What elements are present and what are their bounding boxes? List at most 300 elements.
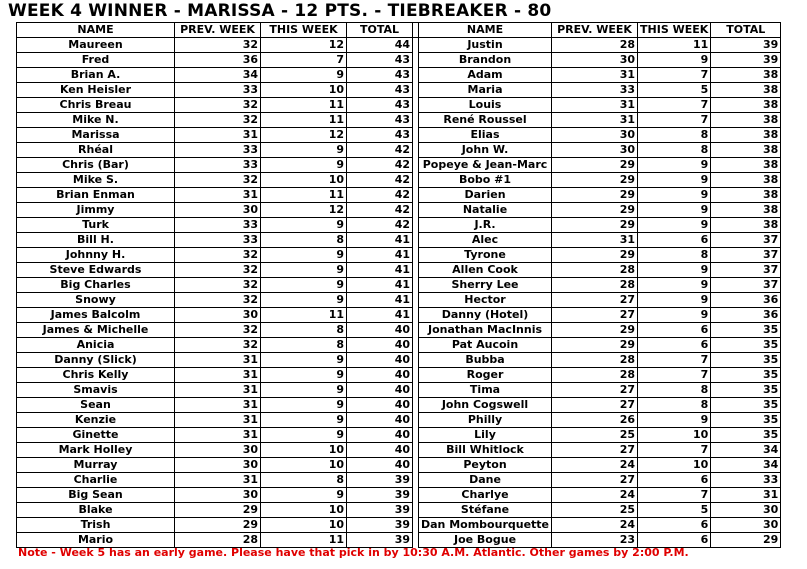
right-name-cell: Popeye & Jean-Marc — [419, 158, 552, 173]
left-total-cell: 42 — [347, 203, 413, 218]
left-this-cell: 10 — [261, 518, 347, 533]
right-name-cell: J.R. — [419, 218, 552, 233]
table-row — [17, 473, 781, 488]
right-total-cell: 34 — [711, 443, 781, 458]
right-total-cell: 35 — [711, 413, 781, 428]
right-name-cell: Louis — [419, 98, 552, 113]
right-prev-cell: 31 — [552, 68, 638, 83]
left-this-cell: 9 — [261, 278, 347, 293]
right-name-cell: John Cogswell — [419, 398, 552, 413]
right-total-cell: 38 — [711, 68, 781, 83]
left-name-cell: Marissa — [17, 128, 175, 143]
right-name-cell: Bubba — [419, 353, 552, 368]
left-total-cell: 40 — [347, 368, 413, 383]
left-total-cell: 43 — [347, 128, 413, 143]
left-name-cell: Brian A. — [17, 68, 175, 83]
right-this-cell: 7 — [638, 68, 711, 83]
right-this-cell: 9 — [638, 218, 711, 233]
left-this-cell: 11 — [261, 98, 347, 113]
right-prev-cell: 29 — [552, 323, 638, 338]
left-name-cell: Chris (Bar) — [17, 158, 175, 173]
left-prev-cell: 28 — [175, 533, 261, 548]
left-total-cell: 39 — [347, 533, 413, 548]
right-name-cell: Roger — [419, 368, 552, 383]
left-name-cell: Danny (Slick) — [17, 353, 175, 368]
right-total-cell: 38 — [711, 113, 781, 128]
left-prev-cell: 29 — [175, 518, 261, 533]
right-prev-cell: 30 — [552, 143, 638, 158]
left-name-cell: Chris Kelly — [17, 368, 175, 383]
right-name-cell: Adam — [419, 68, 552, 83]
right-prev-cell: 31 — [552, 113, 638, 128]
right-this-cell: 5 — [638, 83, 711, 98]
left-name-cell: Kenzie — [17, 413, 175, 428]
right-this-cell: 6 — [638, 233, 711, 248]
left-prev-cell: 31 — [175, 428, 261, 443]
right-total-cell: 30 — [711, 503, 781, 518]
table-row — [17, 368, 781, 383]
left-total-cell: 41 — [347, 233, 413, 248]
left-total-cell: 41 — [347, 278, 413, 293]
left-name-cell: Ginette — [17, 428, 175, 443]
left-this-cell: 9 — [261, 248, 347, 263]
left-prev-cell: 30 — [175, 488, 261, 503]
right-total-cell: 39 — [711, 38, 781, 53]
right-this-cell: 7 — [638, 353, 711, 368]
right-name-cell: Sherry Lee — [419, 278, 552, 293]
right-name-cell: Elias — [419, 128, 552, 143]
right-this-cell: 8 — [638, 143, 711, 158]
left-total-cell: 40 — [347, 323, 413, 338]
left-prev-cell: 31 — [175, 473, 261, 488]
left-name-cell: Trish — [17, 518, 175, 533]
right-prev-cell: 27 — [552, 473, 638, 488]
right-prev-cell: 29 — [552, 188, 638, 203]
right-name-cell: Pat Aucoin — [419, 338, 552, 353]
right-prev-cell: 29 — [552, 158, 638, 173]
right-name-cell: Allen Cook — [419, 263, 552, 278]
right-total-cell: 38 — [711, 173, 781, 188]
header-this-week-left: THIS WEEK — [261, 23, 347, 38]
left-total-cell: 42 — [347, 158, 413, 173]
left-this-cell: 9 — [261, 158, 347, 173]
right-this-cell: 9 — [638, 263, 711, 278]
left-total-cell: 42 — [347, 218, 413, 233]
right-this-cell: 7 — [638, 113, 711, 128]
right-name-cell: Alec — [419, 233, 552, 248]
right-this-cell: 7 — [638, 488, 711, 503]
table-row — [17, 428, 781, 443]
table-row — [17, 338, 781, 353]
table-row — [17, 68, 781, 83]
right-name-cell: Bill Whitlock — [419, 443, 552, 458]
left-name-cell: Sean — [17, 398, 175, 413]
table-row — [17, 53, 781, 68]
left-this-cell: 9 — [261, 488, 347, 503]
left-this-cell: 10 — [261, 83, 347, 98]
left-this-cell: 7 — [261, 53, 347, 68]
left-total-cell: 41 — [347, 263, 413, 278]
table-row — [17, 518, 781, 533]
header-prev-week-right: PREV. WEEK — [552, 23, 638, 38]
right-this-cell: 6 — [638, 518, 711, 533]
table-row — [17, 218, 781, 233]
left-name-cell: Maureen — [17, 38, 175, 53]
left-total-cell: 43 — [347, 98, 413, 113]
right-prev-cell: 27 — [552, 398, 638, 413]
note-text: Note - Week 5 has an early game. Please have that pick in by 10:30 A.M. Atlantic. Other games by 2:00 P.M. — [18, 546, 689, 559]
table-row — [17, 308, 781, 323]
right-this-cell: 6 — [638, 473, 711, 488]
left-prev-cell: 30 — [175, 458, 261, 473]
right-name-cell: Natalie — [419, 203, 552, 218]
right-prev-cell: 27 — [552, 443, 638, 458]
left-this-cell: 9 — [261, 428, 347, 443]
table-row — [17, 353, 781, 368]
left-total-cell: 40 — [347, 338, 413, 353]
left-prev-cell: 32 — [175, 293, 261, 308]
right-prev-cell: 27 — [552, 293, 638, 308]
left-name-cell: Anicia — [17, 338, 175, 353]
right-name-cell: Danny (Hotel) — [419, 308, 552, 323]
left-prev-cell: 33 — [175, 233, 261, 248]
left-this-cell: 12 — [261, 203, 347, 218]
left-this-cell: 9 — [261, 353, 347, 368]
left-total-cell: 40 — [347, 443, 413, 458]
right-name-cell: Hector — [419, 293, 552, 308]
right-total-cell: 38 — [711, 203, 781, 218]
left-name-cell: Mike S. — [17, 173, 175, 188]
table-row — [17, 158, 781, 173]
right-name-cell: Brandon — [419, 53, 552, 68]
left-name-cell: James Balcolm — [17, 308, 175, 323]
left-this-cell: 10 — [261, 458, 347, 473]
left-name-cell: Ken Heisler — [17, 83, 175, 98]
left-total-cell: 40 — [347, 428, 413, 443]
right-prev-cell: 25 — [552, 503, 638, 518]
left-prev-cell: 31 — [175, 188, 261, 203]
right-total-cell: 35 — [711, 428, 781, 443]
left-prev-cell: 31 — [175, 398, 261, 413]
left-name-cell: Mario — [17, 533, 175, 548]
left-prev-cell: 33 — [175, 83, 261, 98]
left-prev-cell: 31 — [175, 353, 261, 368]
right-total-cell: 35 — [711, 338, 781, 353]
right-name-cell: John W. — [419, 143, 552, 158]
right-this-cell: 11 — [638, 38, 711, 53]
right-prev-cell: 27 — [552, 308, 638, 323]
right-prev-cell: 31 — [552, 233, 638, 248]
right-prev-cell: 27 — [552, 383, 638, 398]
right-this-cell: 8 — [638, 383, 711, 398]
left-name-cell: Rhéal — [17, 143, 175, 158]
left-prev-cell: 32 — [175, 263, 261, 278]
left-total-cell: 43 — [347, 68, 413, 83]
left-prev-cell: 30 — [175, 203, 261, 218]
table-row — [17, 173, 781, 188]
left-name-cell: Blake — [17, 503, 175, 518]
left-name-cell: James & Michelle — [17, 323, 175, 338]
right-total-cell: 34 — [711, 458, 781, 473]
right-total-cell: 35 — [711, 398, 781, 413]
right-name-cell: Maria — [419, 83, 552, 98]
right-this-cell: 9 — [638, 308, 711, 323]
left-this-cell: 9 — [261, 383, 347, 398]
right-name-cell: Justin — [419, 38, 552, 53]
right-prev-cell: 24 — [552, 518, 638, 533]
left-prev-cell: 34 — [175, 68, 261, 83]
right-prev-cell: 25 — [552, 428, 638, 443]
left-total-cell: 40 — [347, 353, 413, 368]
right-total-cell: 35 — [711, 368, 781, 383]
left-total-cell: 40 — [347, 413, 413, 428]
left-total-cell: 43 — [347, 113, 413, 128]
left-name-cell: Turk — [17, 218, 175, 233]
left-name-cell: Fred — [17, 53, 175, 68]
left-this-cell: 9 — [261, 263, 347, 278]
right-prev-cell: 26 — [552, 413, 638, 428]
table-row — [17, 323, 781, 338]
left-name-cell: Big Charles — [17, 278, 175, 293]
table-row — [17, 503, 781, 518]
left-this-cell: 9 — [261, 68, 347, 83]
left-prev-cell: 30 — [175, 308, 261, 323]
right-total-cell: 37 — [711, 278, 781, 293]
left-prev-cell: 33 — [175, 143, 261, 158]
left-name-cell: Big Sean — [17, 488, 175, 503]
right-this-cell: 5 — [638, 503, 711, 518]
left-name-cell: Mark Holley — [17, 443, 175, 458]
right-name-cell: Bobo #1 — [419, 173, 552, 188]
left-this-cell: 9 — [261, 218, 347, 233]
left-total-cell: 41 — [347, 308, 413, 323]
left-total-cell: 41 — [347, 293, 413, 308]
page-title: WEEK 4 WINNER - MARISSA - 12 PTS. - TIEBREAKER - 80 — [8, 1, 552, 21]
right-prev-cell: 24 — [552, 458, 638, 473]
left-prev-cell: 29 — [175, 503, 261, 518]
right-total-cell: 33 — [711, 473, 781, 488]
table-row — [17, 113, 781, 128]
right-total-cell: 38 — [711, 188, 781, 203]
left-total-cell: 40 — [347, 383, 413, 398]
left-prev-cell: 32 — [175, 248, 261, 263]
right-name-cell: Tyrone — [419, 248, 552, 263]
table-row — [17, 38, 781, 53]
right-total-cell: 37 — [711, 263, 781, 278]
right-this-cell: 9 — [638, 293, 711, 308]
left-name-cell: Smavis — [17, 383, 175, 398]
table-row — [17, 293, 781, 308]
left-this-cell: 8 — [261, 338, 347, 353]
right-this-cell: 6 — [638, 323, 711, 338]
table-row — [17, 458, 781, 473]
left-name-cell: Brian Enman — [17, 188, 175, 203]
right-total-cell: 37 — [711, 233, 781, 248]
left-prev-cell: 33 — [175, 218, 261, 233]
header-row — [17, 23, 781, 38]
left-this-cell: 11 — [261, 533, 347, 548]
table-row — [17, 128, 781, 143]
right-prev-cell: 29 — [552, 173, 638, 188]
right-this-cell: 9 — [638, 413, 711, 428]
left-name-cell: Mike N. — [17, 113, 175, 128]
left-prev-cell: 36 — [175, 53, 261, 68]
right-this-cell: 8 — [638, 398, 711, 413]
left-total-cell: 41 — [347, 248, 413, 263]
left-this-cell: 10 — [261, 443, 347, 458]
right-name-cell: Dan Mombourquette — [419, 518, 552, 533]
left-this-cell: 9 — [261, 398, 347, 413]
table-row — [17, 488, 781, 503]
right-prev-cell: 28 — [552, 38, 638, 53]
left-name-cell: Johnny H. — [17, 248, 175, 263]
left-this-cell: 11 — [261, 113, 347, 128]
right-name-cell: Dane — [419, 473, 552, 488]
right-prev-cell: 33 — [552, 83, 638, 98]
header-name-right: NAME — [419, 23, 552, 38]
left-total-cell: 42 — [347, 143, 413, 158]
left-total-cell: 42 — [347, 173, 413, 188]
right-name-cell: Stéfane — [419, 503, 552, 518]
left-prev-cell: 30 — [175, 443, 261, 458]
right-prev-cell: 28 — [552, 263, 638, 278]
table-row — [17, 398, 781, 413]
right-prev-cell: 29 — [552, 203, 638, 218]
right-total-cell: 36 — [711, 308, 781, 323]
left-prev-cell: 31 — [175, 128, 261, 143]
left-total-cell: 43 — [347, 83, 413, 98]
right-name-cell: Charlye — [419, 488, 552, 503]
table-row — [17, 188, 781, 203]
left-total-cell: 40 — [347, 458, 413, 473]
right-prev-cell: 29 — [552, 218, 638, 233]
right-total-cell: 35 — [711, 323, 781, 338]
right-prev-cell: 24 — [552, 488, 638, 503]
table-row — [17, 248, 781, 263]
right-prev-cell: 28 — [552, 368, 638, 383]
right-total-cell: 37 — [711, 248, 781, 263]
left-prev-cell: 31 — [175, 413, 261, 428]
left-this-cell: 8 — [261, 473, 347, 488]
left-prev-cell: 32 — [175, 173, 261, 188]
right-total-cell: 29 — [711, 533, 781, 548]
right-prev-cell: 31 — [552, 98, 638, 113]
right-total-cell: 38 — [711, 218, 781, 233]
right-this-cell: 9 — [638, 188, 711, 203]
header-this-week-right: THIS WEEK — [638, 23, 711, 38]
left-prev-cell: 32 — [175, 38, 261, 53]
right-total-cell: 31 — [711, 488, 781, 503]
left-this-cell: 9 — [261, 143, 347, 158]
right-name-cell: Tima — [419, 383, 552, 398]
left-this-cell: 12 — [261, 38, 347, 53]
left-total-cell: 42 — [347, 188, 413, 203]
left-total-cell: 40 — [347, 398, 413, 413]
left-name-cell: Jimmy — [17, 203, 175, 218]
right-prev-cell: 23 — [552, 533, 638, 548]
right-name-cell: René Roussel — [419, 113, 552, 128]
right-total-cell: 30 — [711, 518, 781, 533]
right-this-cell: 8 — [638, 248, 711, 263]
left-total-cell: 39 — [347, 473, 413, 488]
right-this-cell: 6 — [638, 533, 711, 548]
right-prev-cell: 28 — [552, 353, 638, 368]
right-this-cell: 7 — [638, 443, 711, 458]
left-prev-cell: 31 — [175, 368, 261, 383]
left-name-cell: Snowy — [17, 293, 175, 308]
right-this-cell: 7 — [638, 368, 711, 383]
right-prev-cell: 28 — [552, 278, 638, 293]
right-this-cell: 9 — [638, 173, 711, 188]
left-prev-cell: 33 — [175, 158, 261, 173]
left-this-cell: 11 — [261, 188, 347, 203]
table-row — [17, 443, 781, 458]
left-this-cell: 8 — [261, 233, 347, 248]
left-this-cell: 8 — [261, 323, 347, 338]
left-prev-cell: 32 — [175, 338, 261, 353]
standings-table — [16, 22, 781, 548]
left-total-cell: 39 — [347, 518, 413, 533]
right-prev-cell: 30 — [552, 128, 638, 143]
left-name-cell: Murray — [17, 458, 175, 473]
right-this-cell: 9 — [638, 53, 711, 68]
table-row — [17, 143, 781, 158]
header-total-left: TOTAL — [347, 23, 413, 38]
right-this-cell: 9 — [638, 203, 711, 218]
right-prev-cell: 30 — [552, 53, 638, 68]
right-this-cell: 6 — [638, 338, 711, 353]
left-this-cell: 10 — [261, 503, 347, 518]
right-this-cell: 9 — [638, 278, 711, 293]
right-total-cell: 38 — [711, 83, 781, 98]
right-this-cell: 8 — [638, 128, 711, 143]
left-name-cell: Chris Breau — [17, 98, 175, 113]
right-total-cell: 38 — [711, 98, 781, 113]
right-name-cell: Lily — [419, 428, 552, 443]
table-row — [17, 83, 781, 98]
table-row — [17, 263, 781, 278]
header-total-right: TOTAL — [711, 23, 781, 38]
left-name-cell: Bill H. — [17, 233, 175, 248]
right-prev-cell: 29 — [552, 248, 638, 263]
right-this-cell: 7 — [638, 98, 711, 113]
left-total-cell: 39 — [347, 503, 413, 518]
right-total-cell: 38 — [711, 143, 781, 158]
left-prev-cell: 32 — [175, 98, 261, 113]
table-row — [17, 203, 781, 218]
left-total-cell: 44 — [347, 38, 413, 53]
right-total-cell: 35 — [711, 383, 781, 398]
right-name-cell: Peyton — [419, 458, 552, 473]
left-total-cell: 39 — [347, 488, 413, 503]
left-this-cell: 11 — [261, 308, 347, 323]
right-total-cell: 36 — [711, 293, 781, 308]
table-row — [17, 413, 781, 428]
table-row — [17, 98, 781, 113]
left-prev-cell: 32 — [175, 113, 261, 128]
left-total-cell: 43 — [347, 53, 413, 68]
right-name-cell: Darien — [419, 188, 552, 203]
right-total-cell: 39 — [711, 53, 781, 68]
left-this-cell: 10 — [261, 173, 347, 188]
left-this-cell: 12 — [261, 128, 347, 143]
right-total-cell: 35 — [711, 353, 781, 368]
right-this-cell: 9 — [638, 158, 711, 173]
left-this-cell: 9 — [261, 293, 347, 308]
right-name-cell: Joe Bogue — [419, 533, 552, 548]
left-prev-cell: 31 — [175, 383, 261, 398]
left-prev-cell: 32 — [175, 278, 261, 293]
